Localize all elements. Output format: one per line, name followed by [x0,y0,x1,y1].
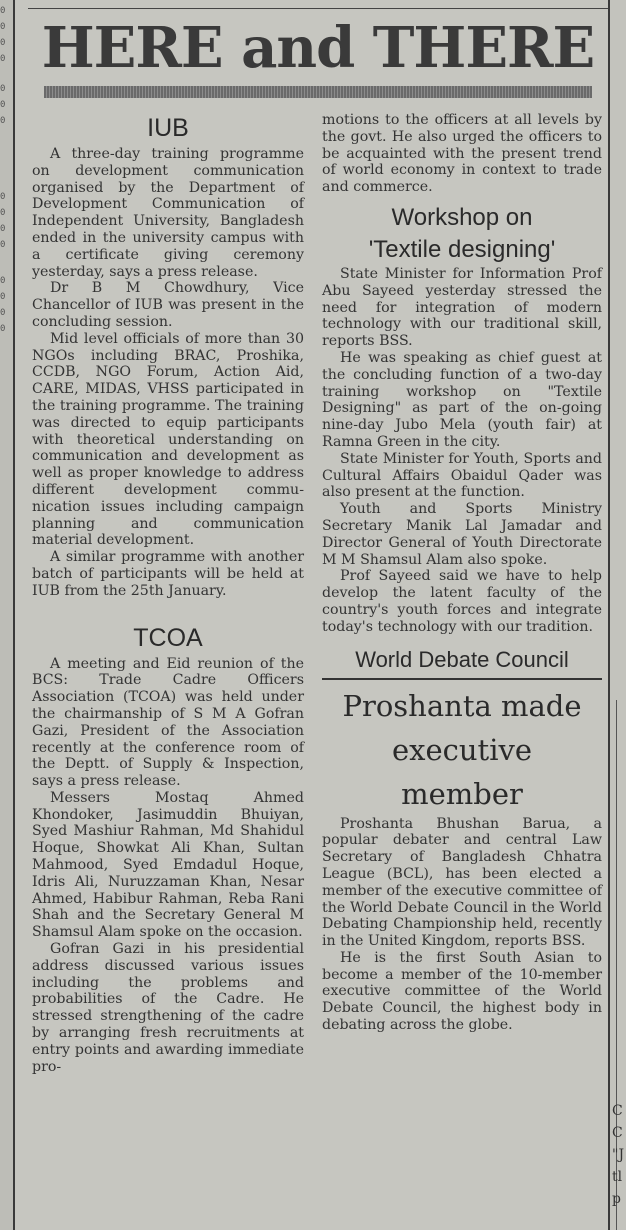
margin-fragment: 0 [0,54,6,64]
title-line: Proshanta made [342,688,582,723]
headline-shaded-bar [44,86,592,98]
article-paragraph: State Minister for Youth, Sports and Cultural Affairs Obaidul Qader was also present at the function. [322,450,602,501]
page-headline: HERE and THERE [41,15,595,81]
article-paragraph: Youth and Sports Ministry Secretary Manik Lal Jamadar and Director General of Youth Directorate M M Shamsul Alam also spoke. [322,501,602,568]
margin-fragment: 0 [0,240,6,250]
margin-fragment: 0 [0,276,6,286]
article-paragraph: A meeting and Eid reunion of the BCS: Trade Cadre Officers Association (TCOA) was held under the chairmanship of S M A Gofran Gazi, President of the Association recently at the conference room of the Deptt. of Supply & Inspection, says a press release. [32,655,304,790]
margin-fragment: 0 [0,224,6,234]
article-continuation: motions to the officers at all levels by the govt. He also urged the officers to be acquainted with the present trend of world economy in context to trade and commerce. [322,112,602,196]
margin-fragment: 0 [0,84,6,94]
article-title-workshop [322,202,602,266]
adjacent-article-fragment: tl [612,1169,623,1185]
adjacent-article-fragment: "J [612,1147,625,1163]
title-line: Workshop on [391,203,533,231]
left-column-rule [13,0,15,1230]
left-column [32,112,304,1075]
margin-fragment: 0 [0,208,6,218]
article-paragraph: Proshanta Bhushan Barua, a popular debater and central Law Secretary of Bangladesh Chhatra League (BCL), has been elected a member of the executive committee of the World Debate Council in the World Debating Championship held, recently in the United Kingdom, reports BSS. [322,815,602,950]
top-rule [28,8,608,9]
article-title-iub: IUB [147,114,189,142]
article-paragraph: State Minister for Information Prof Abu Sayeed yesterday stressed the need for integration of modern technology with our traditional skill, reports BSS. [322,265,602,350]
adjacent-article-fragment: p [612,1191,621,1207]
title-line: member [401,776,523,811]
left-margin [0,0,14,1230]
article-paragraph: Prof Sayeed said we have to help develop the latent faculty of the country's youth forces and integrate today's technology with our tradition. [322,568,602,635]
margin-fragment: 0 [0,292,6,302]
margin-fragment: 0 [0,6,6,16]
article-paragraph: A three-day training programme on development communication organised by the Department of Development Communication of Independent University, Bangladesh ended in the university campus with a certificate giving ceremony yesterday, says a press release. [32,146,304,280]
adjacent-article-fragment: C [612,1125,623,1141]
adjacent-article-fragment: C [612,1103,623,1119]
margin-fragment: 0 [0,116,6,126]
article-workshop [322,202,602,636]
title-line: executive [391,732,533,767]
article-paragraph: He was speaking as chief guest at the concluding function of a two-day training workshop on "Textile Designing" as part of the on-going nine-day Jubo Mela (youth fair) at Ramna Green in the city. [322,349,602,450]
article-title-proshanta [322,684,602,816]
article-paragraph: A similar programme with another batch of participants will be held at IUB from the 25th January. [32,549,304,599]
margin-fragment: 0 [0,22,6,32]
margin-fragment: 0 [0,38,6,48]
margin-fragment: 0 [0,324,6,334]
article-paragraph: Mid level officials of more than 30 NGOs including BRAC, Proshika, CCDB, NGO Forum, Action Aid, CARE, MIDAS, VHSS participated in the training programme. The training was directed to equip participants with theoretical understanding on communication and development as well as proper knowledge to address different development communication issues including campaign planning and communication material development. [32,330,304,549]
article-paragraph: Dr B M Chowdhury, Vice Chancellor of IUB was present in the concluding session. [32,280,304,330]
margin-fragment: 0 [0,308,6,318]
article-paragraph: Gofran Gazi in his presidential address discussed various issues including the problems and probabilities of the Cadre. He stressed strengthening of the cadre by arranging fresh recruitments at entry points and awarding immediate pro- [32,941,304,1075]
article-paragraph: He is the first South Asian to become a member of the 10-member executive committee of the World Debate Council, the highest body in debating across the globe. [322,949,602,1034]
article-world-debate-council [322,646,602,1034]
margin-fragment: 0 [0,192,6,202]
margin-fragment: 0 [0,100,6,110]
title-line: 'Textile designing' [368,235,556,263]
article-paragraph: Messers Mostaq Ahmed Khondoker, Jasimuddin Bhuiyan, Syed Mashiur Rahman, Md Shahidul Hoque, Showkat Ali Khan, Sultan Mahmood, Syed Emdadul Hoque, Idris Ali, Nuruzzaman Khan, Nesar Ahmed, Habibur Rahman, Reba Rani Shah and the Secretary General M Shamsul Alam spoke on the occasion. [32,789,304,941]
article-tcoa [32,622,304,1076]
article-iub [32,112,304,600]
article-kicker: World Debate Council [322,646,602,680]
article-title-tcoa: TCOA [133,623,203,652]
right-column [322,112,602,1034]
